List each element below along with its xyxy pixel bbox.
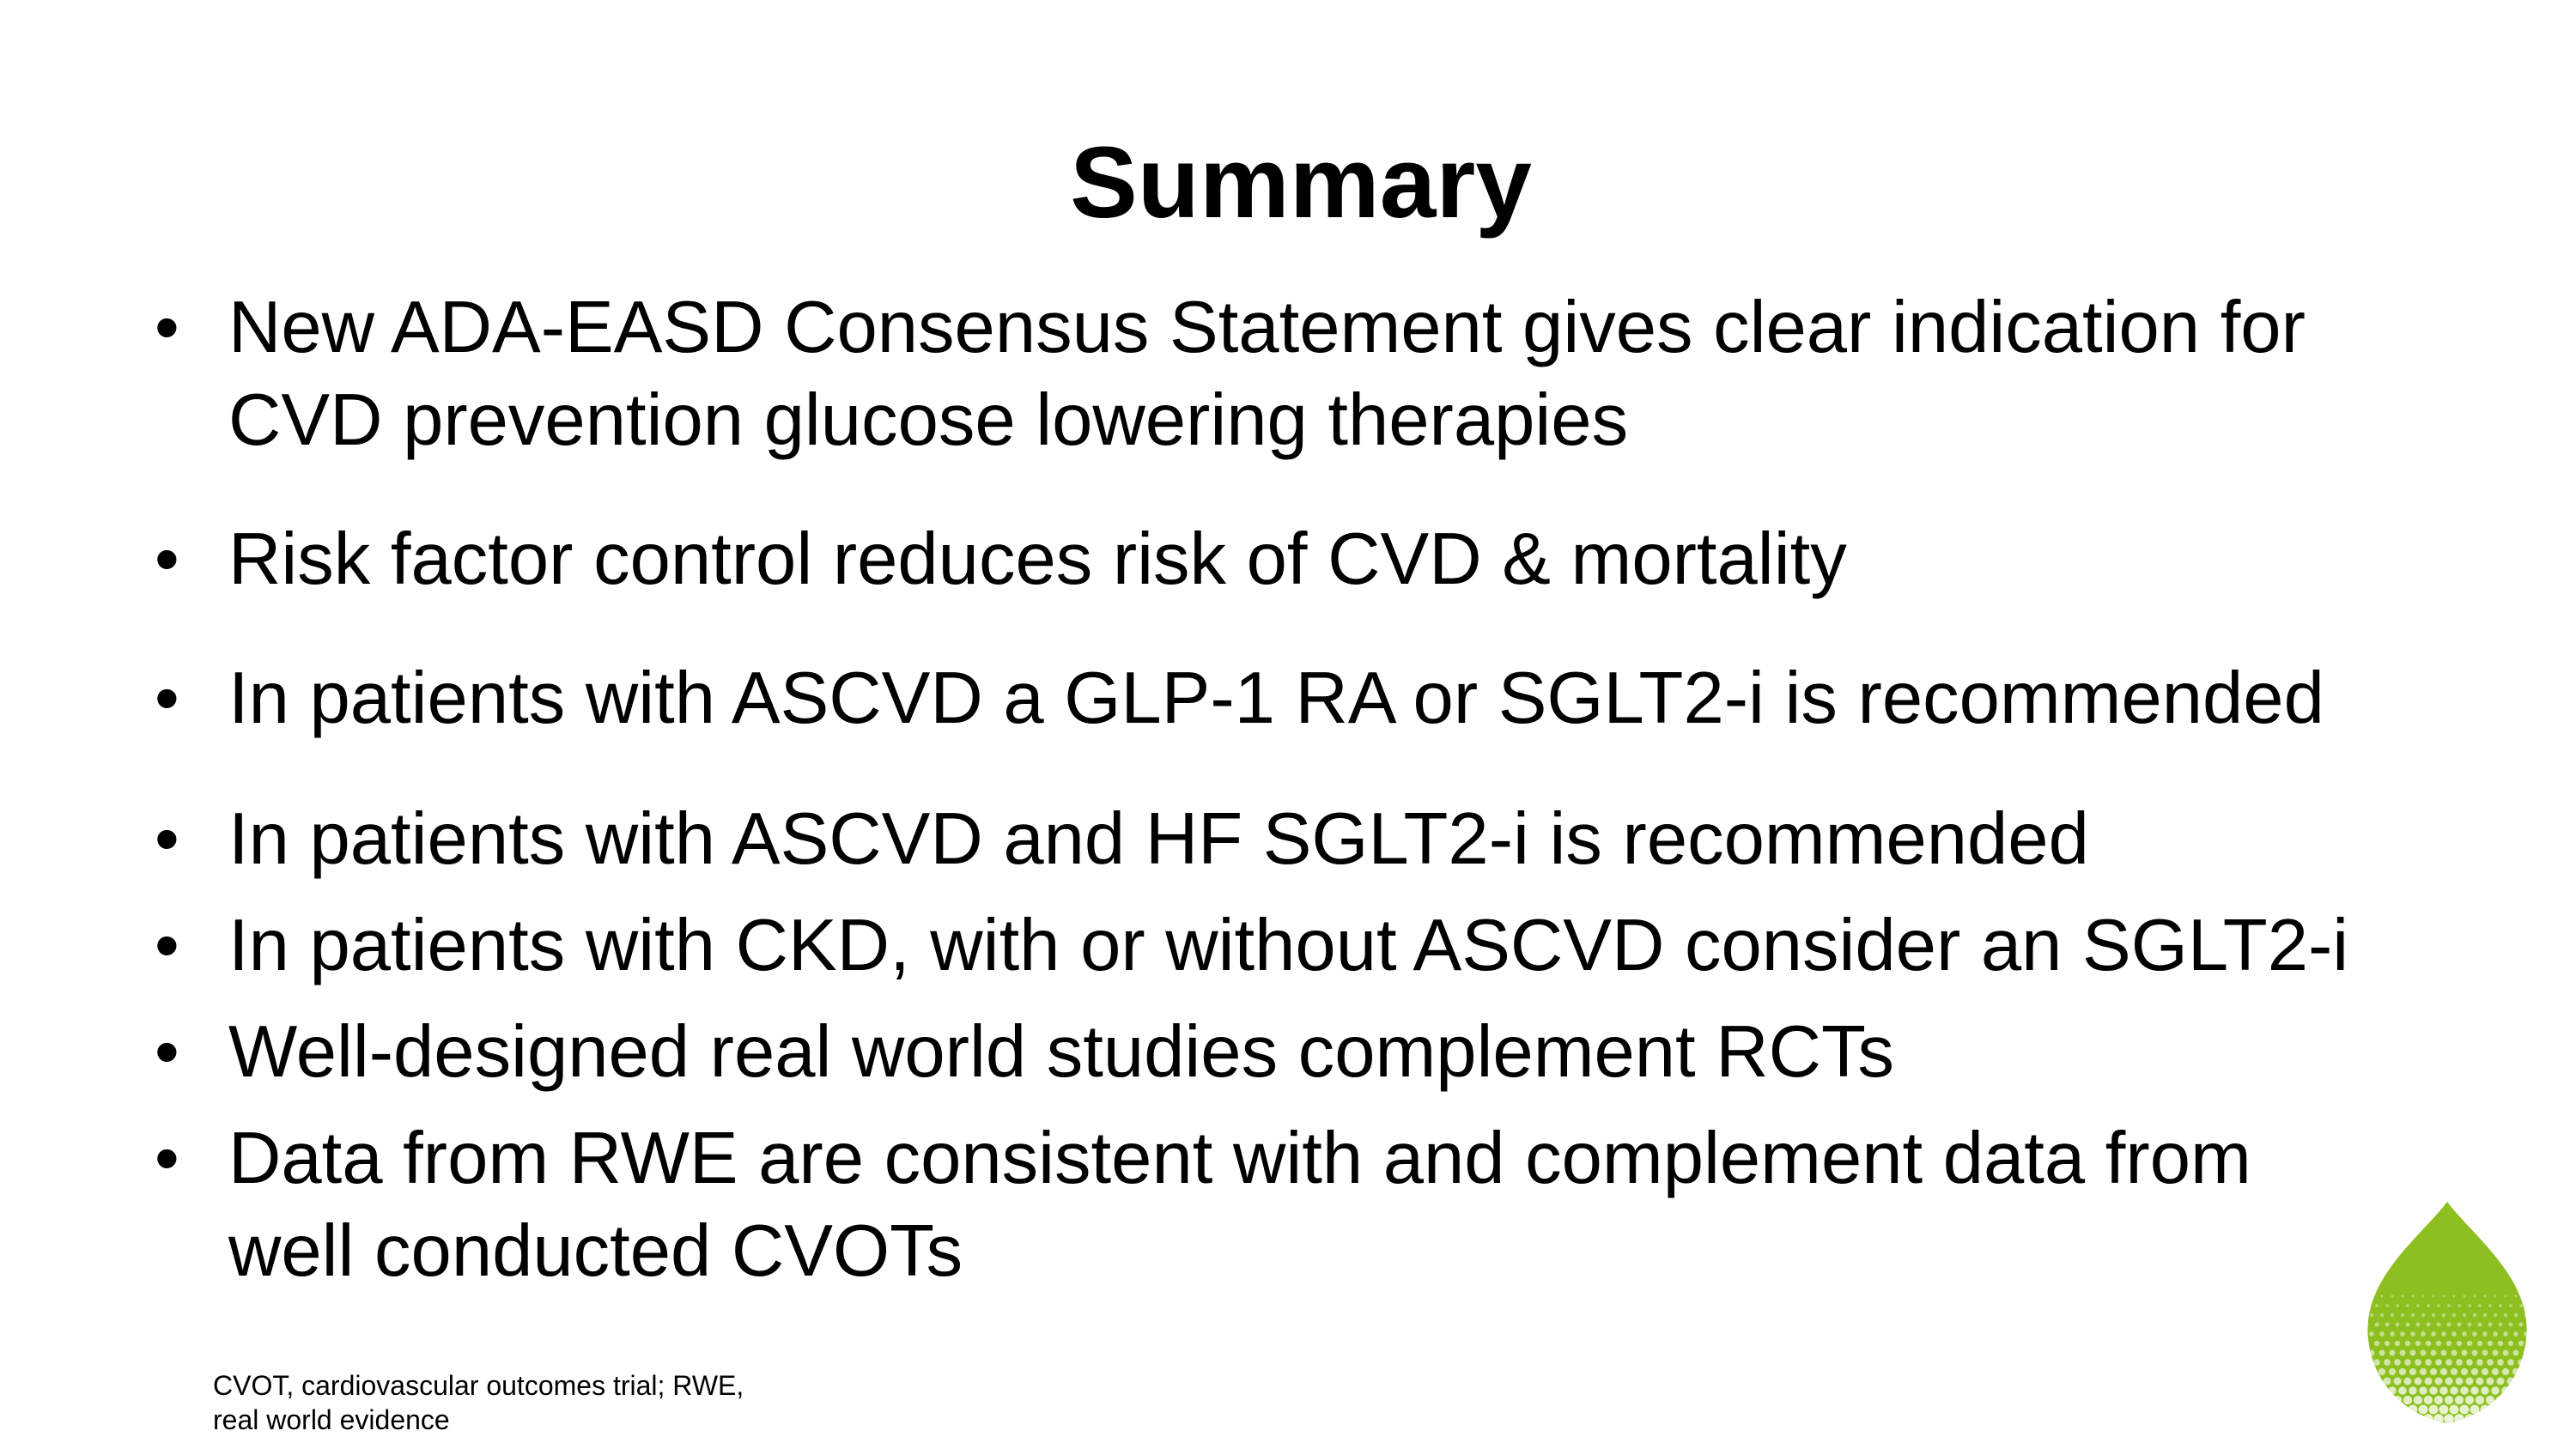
slide-title: Summary [1070, 126, 1532, 239]
bullet-text: Risk factor control reduces risk of CVD & mortality [228, 518, 1847, 600]
bullet-text: Well-designed real world studies complement RCTs [228, 1011, 1895, 1093]
bullet-marker: • [155, 800, 179, 878]
bullet-marker: • [155, 520, 179, 598]
leaf-logo-icon [2361, 1202, 2533, 1425]
bullet-marker: • [155, 1119, 179, 1197]
bullet-text: In patients with CKD, with or without ASCVD consider an SGLT2-i [228, 905, 2349, 986]
bullet-text: Data from RWE are consistent with and complement data from well conducted CVOTs [228, 1118, 2251, 1292]
bullet-text: In patients with ASCVD a GLP-1 RA or SGLT2-i is recommended [228, 658, 2324, 739]
bullet-text: In patients with ASCVD and HF SGLT2-i is recommended [228, 798, 2089, 880]
bullet-marker: • [155, 906, 179, 985]
bullet-marker: • [155, 1013, 179, 1091]
bullet-text: New ADA-EASD Consensus Statement gives clear indication for CVD prevention glucose lowering therapies [228, 287, 2306, 461]
bullet-marker: • [155, 659, 179, 737]
bullet-marker: • [155, 288, 179, 367]
footnote: CVOT, cardiovascular outcomes trial; RWE, real world evidence [213, 1370, 744, 1435]
